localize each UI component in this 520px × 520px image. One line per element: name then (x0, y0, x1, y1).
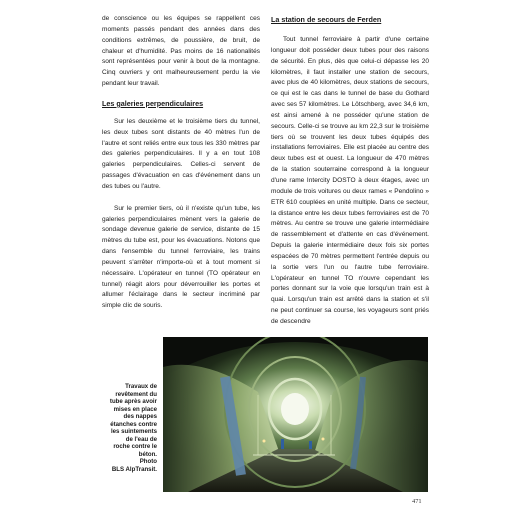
caption-line: BLS AlpTransit. (111, 465, 157, 473)
paragraph-galeries-2: Sur le premier tiers, où il n'existe qu'un tube, les galeries perpendiculaires mènent vers la galerie de sondage devenue galerie de service, distante de 15 mètres du tube est, pour les évacuations. Notons que dans l'ensemble du tunnel ferroviaire, les trains peuvent s'arrêter n'importe-où et à tout moment si nécessaire. L'opérateur en tunnel (TO opérateur en tunnel) réagit alors pour déverrouiller les portes et allumer l'éclairage dans le secteur incriminé par simple clic de souris. (102, 204, 260, 310)
caption-line: Travaux de (125, 383, 157, 390)
caption-line: mises en place (113, 405, 157, 413)
paragraph-galeries-1: Sur les deuxième et le troisième tiers du tunnel, les deux tubes sont distants de 40 mètres l'un de l'autre et sont reliés entre eux tous les 330 mètres par des galeries perpendiculaires. Il y a en tout 108 galeries perpendiculaires. Celles-ci servent de passages d'évacuation en cas d'événement dans un des tubes ou l'autre. (102, 117, 260, 190)
caption-line: étanches contre (110, 420, 157, 428)
caption-line: tube après avoir (109, 398, 157, 405)
section-title-ferden: La station de secours de Ferden (271, 15, 382, 24)
section-title-galeries: Les galeries perpendiculaires (102, 98, 204, 108)
caption-line: de l'eau de (125, 435, 157, 443)
page-number: 471 (412, 498, 422, 505)
paragraph-ferden: Tout tunnel ferroviaire à partir d'une certaine longueur doit posséder deux tubes pour des raisons de sécurité. En plus, dès que celui-ci dépasse les 20 kilomètres, il faut installer une station de secours, avec plus de 40 kilomètres, deux stations de secours, ce qui est le cas dans le tunnel de base du Gothard avec ses 57 kilomètres. Le Lötschberg, avec 34,6 km, est ainsi amené à ne posséder qu'une station de secours. Celle-ci se trouve au km 22,3 sur le troisième tiers où se trouvent les deux tubes équipés des installations ferroviaires. Elle est placée au centre des deux tubes est et ouest. La longueur de 470 mètres de la station souterraine correspond à la longueur d'une rame Intercity DOSTO à deux étages, avec un module de trois voitures ou deux rames « Pendolino » ETR 610 couplées en unité multiple. Dans ce secteur, la distance entre les deux tubes ferroviaires est de 70 mètres. Au centre se trouve une galerie intermédiaire de rassemblement et d'attente en cas d'événement. Depuis la galerie intermédiaire deux fois six portes espacées de 70 mètres permettent l'entrée depuis ou la sortie vers l'un ou l'autre tube ferroviaire. L'opérateur en tunnel TO n'ouvre cependant les portes donnant sur la voie que lorsqu'un train est à quai. Lorsqu'un train est arrêté dans la station et s'il ne peut continuer sa course, les voyageurs sont priés de descendre (271, 36, 429, 325)
caption-line: Photo (139, 458, 157, 465)
caption-line: des nappes (123, 413, 157, 420)
tunnel-photo (163, 337, 428, 492)
caption-line: roche contre le (113, 443, 157, 450)
left-column (102, 14, 260, 312)
intro-paragraph: de conscience ou les équipes se rappellent ces moments passés pendant des années dans des conditions extrêmes, de poussière, de bruit, de chaleur et d'humidité. Pas moins de 16 nationalités sont représentées pour venir à bout de la montagne. Cinq ouvriers y ont malheureusement perdu la vie pendant leur travail. (102, 15, 260, 88)
tunnel-illustration (163, 337, 428, 492)
caption-line: revêtement du (115, 390, 157, 398)
caption-line: béton. (138, 450, 157, 458)
photo-caption (100, 383, 157, 473)
right-column (271, 14, 429, 328)
caption-line: les suintements (110, 428, 157, 435)
